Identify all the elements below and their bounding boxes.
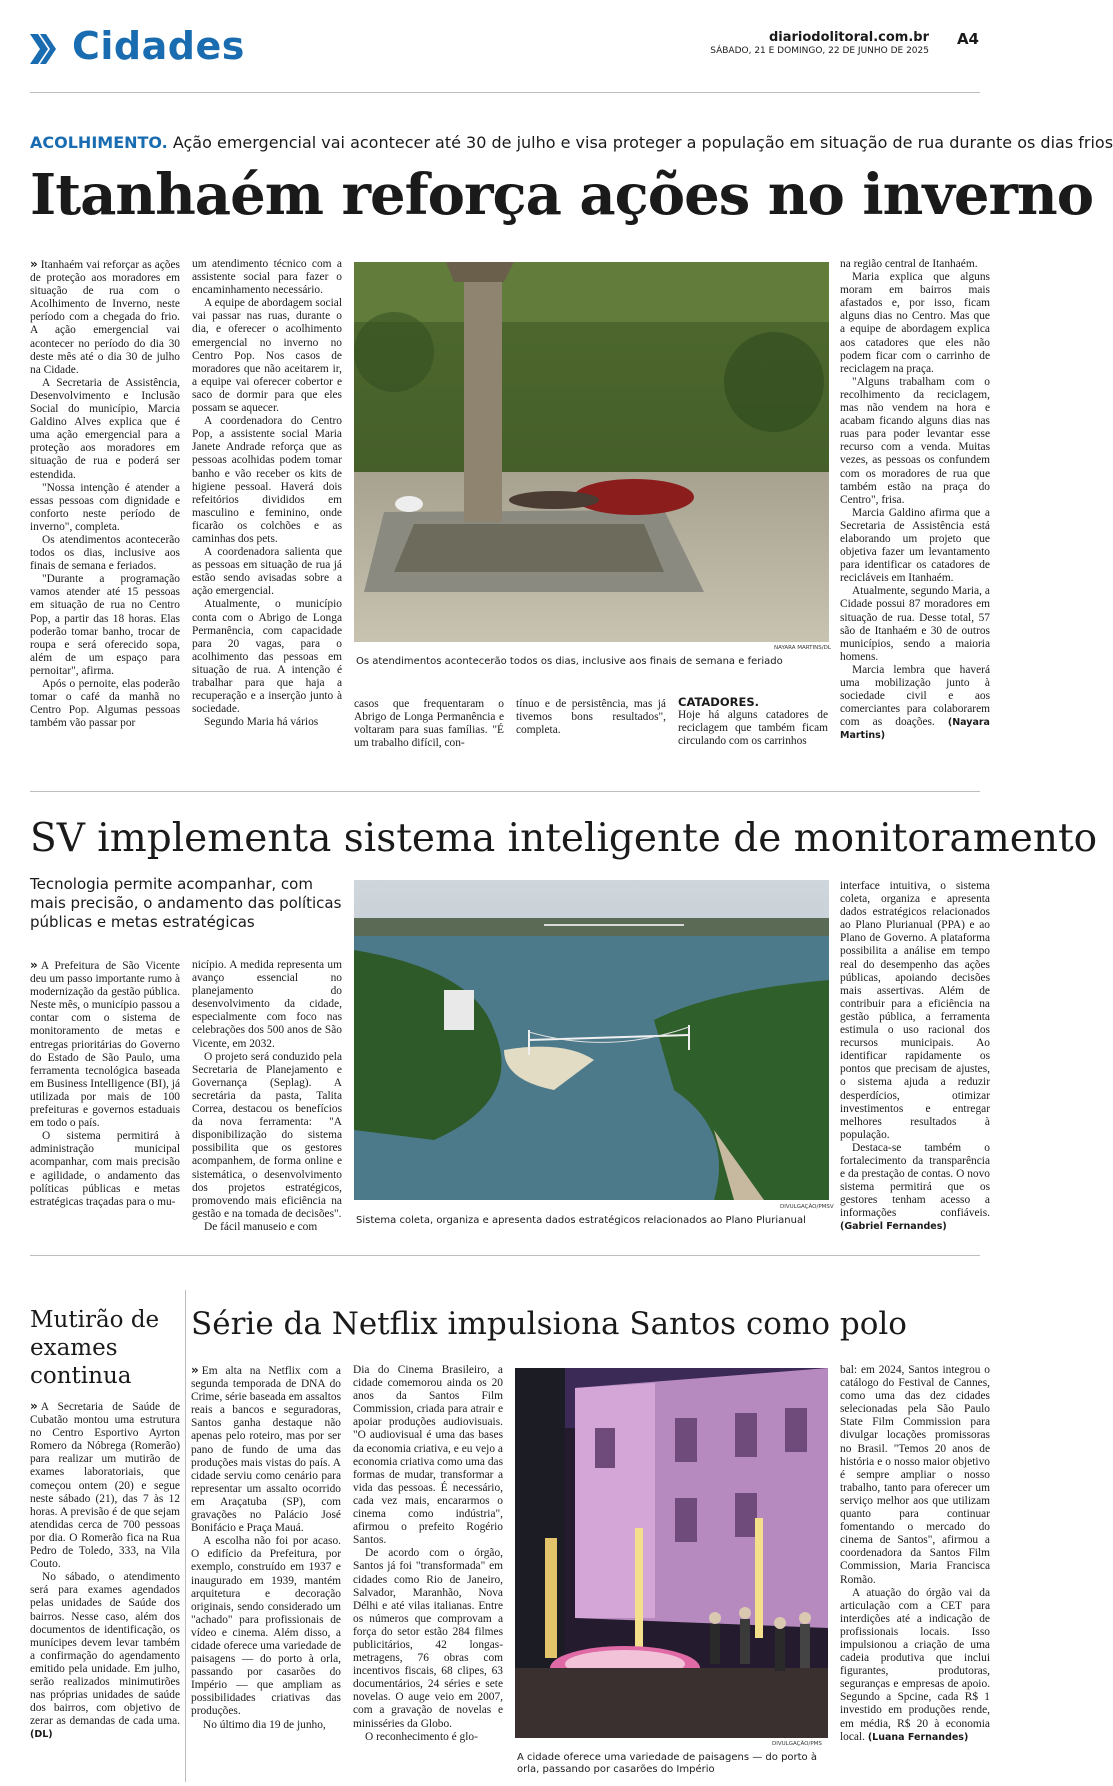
story1-column-1: » Itanhaém vai reforçar as ações de proteção aos moradores em situação de rua com o Acolhimento de Inverno, neste período com a chegada do frio. A ação emergencial vai acontecer no período do dia 30 deste mês até o dia 30 de julho na Cidade. A Secretaria de Assistência, Desenvolvimento e Inclusão Social do município, Marcia Galdino Alves explica que é uma ação emergencial para a proteção aos moradores em situação de rua e poderá ser estendida. "Nossa intenção é atender a essas pessoas com dignidade e conforto neste período de inverno", completa. Os atendimentos acontecerão todos os dias, inclusive aos finais de semana e feriados. "Durante a programação vamos atender até 15 pessoas em situação de rua no Centro Pop, a partir das 18 horas. Elas poderão tomar banho, trocar de roupa e será oferecido sopa, além de um espaço para pernoitar", afirma. Após o pernoite, elas poderão tomar o café da manhã no Centro Pop. Algumas pessoas também vão passar por [30,257,180,730]
bullet-arrow-icon: » [30,958,38,972]
story1-column-5: CATADORES. Hoje há alguns catadores de reciclagem que também ficam circulando com os carrinhos [678,695,828,748]
story1-headline: Itanhaém reforça ações no inverno [30,162,1094,228]
story3-column-3: bal: em 2024, Santos integrou o catálogo do Festival de Cannes, como uma das dez cidades selecionadas pela São Paulo State Film Commission para divulgar locações promissoras no Brasil. "Temos 20 anos de história e o nosso maior objetivo é sempre ampliar o nosso trabalho, tanto para oferecer um serviço melhor aos que utilizam quanto para continuar fomentando o mercado do cinema de Santos", afirmou a coordenadora da Santos Film Commission, Maria Francisca Romão. A atuação do órgão vai da articulação com a CET para interdições até a indicação de profissionais locais. Isso impulsionou a criação de uma cadeia produtiva que inclui figurantes, produtoras, seguranças e empresas de apoio. Segundo a Spcine, cada R$ 1 investido em produções rende, em média, R$ 20 à economia local. (Luana Fernandes) [840,1364,990,1743]
story2-photo [354,880,829,1200]
story1-photo-credit: NAYARA MARTINS/DL [774,645,831,651]
story1-column-6: na região central de Itanhaém. Maria explica que alguns moram em bairros mais afastados e, por isso, ficam alguns dias no Centro. Mas que a equipe de abordagem explica aos catadores que eles não podem ficar com o carrinho de reciclagem na praça. "Alguns trabalham com o recolhimento da reciclagem, mas não vendem na hora e acabam ficando alguns dias nas ruas para poder levantar esse recurso com a venda. Muitas vezes, as pessoas os confundem com os moradores de rua que também estão na praça do Centro", frisa. Marcia Galdino afirma que a Secretaria de Assistência está elaborando um projeto que objetiva fazer um levantamento para identificar os catadores de recicláveis em Itanhaém. Atualmente, segundo Maria, a Cidade possui 87 moradores em situação de rua. Desse total, 57 são de Itanhaém e 30 de outros municípios, sendo a maioria homens. Marcia lembra que haverá uma mobilização junto à sociedade civil e aos comerciantes para colaborarem com as doações. (Nayara Martins) [840,258,990,742]
section-title: Cidades [72,24,245,68]
story3-side-headline: Mutirão de exames continua [30,1307,160,1389]
story3-headline: Série da Netflix impulsiona Santos como polo [191,1306,907,1342]
story2-caption: Sistema coleta, organiza e apresenta dados estratégicos relacionados ao Plano Plurianual [356,1215,806,1226]
section-arrow-icon [30,32,58,66]
bullet-arrow-icon: » [191,1363,199,1377]
story-divider-2 [30,1255,980,1256]
story3-column-2: Dia do Cinema Brasileiro, a cidade comemorou ainda os 20 anos da Santos Film Commission, criada para atrair e apoiar produções audiovisuais. "O audiovisual é uma das bases da economia criativa, e eu vejo a economia criativa como uma das formas de mudar, transformar a vida das pessoas. É necessário, cada vez mais, encararmos o cinema como indústria", afirmou o prefeito Rogério Santos. De acordo com o órgão, Santos já foi "transformada" em cidades como Rio de Janeiro, Salvador, Maranhão, Nova Délhi e até vilas italianas. Entre os números que comprovam a força do setor estão 284 filmes publicitários, 42 longas-metragens, 76 obras com incentivos fiscais, 68 clipes, 63 documentários, 24 séries e sete novelas. O auge veio em 2007, com a gravação de novelas e minisséries da Globo. O reconhecimento é glo- [353,1364,503,1743]
page-number: A4 [956,30,979,48]
story-divider-1 [30,791,980,792]
story1-signature: (Nayara Martins) [840,717,990,742]
story1-subhead: CATADORES. [678,695,759,709]
story2-signature: (Gabriel Fernandes) [840,1221,947,1233]
story2-column-1: » A Prefeitura de São Vicente deu um passo importante rumo à modernização da gestão pública. Neste mês, o município passou a contar com o sistema de monitoramento de metas e entregas prioritárias do Governo do Estado de São Paulo, uma ferramenta tecnológica baseada em Business Intelligence (BI), já utilizada por mais de 100 prefeituras e governos estaduais em todo o país. O sistema permitirá à administração municipal acompanhar, com mais precisão e agilidade, o andamento das políticas públicas e metas estratégicas traçadas para o mu- [30,958,180,1208]
story3-side-signature: (DL) [30,1729,53,1741]
story3-side-column: » A Secretaria de Saúde de Cubatão montou uma estrutura no Centro Esportivo Ayrton Romero da Nóbrega (Romerão) para realizar um mutirão de exames laboratoriais, que começou ontem (20) e segue neste sábado (21), das 7 às 12 horas. A previsão é de que sejam atendidas cerca de 700 pessoas por dia. O Romerão fica na Rua Pedro de Toledo, 333, na Vila Couto. No sábado, o atendimento será para exames agendados pelas unidades de Saúde dos bairros. Nesse caso, além dos documentos de identificação, os munícipes devem levar também a confirmação do agendamento emitido pela unidade. Em julho, serão realizados minimutirões nas próprias unidades de saúde dos bairros, com objetivo de zerar as demandas de cada uma. (DL) [30,1399,180,1741]
bullet-arrow-icon: » [30,1399,38,1413]
story1-column-4: tínuo e de persistência, mas já tivemos bons resultados", completa. [516,698,666,737]
story1-photo [354,262,829,642]
story1-column-3: casos que frequentaram o Abrigo de Longa Permanência e voltaram para suas famílias. "É um trabalho difícil, con- [354,698,504,750]
story1-column-2: um atendimento técnico com a assistente social para fazer o encaminhamento necessário. A equipe de abordagem social vai passar nas ruas, durante o dia, e oferecer o acolhimento emergencial no inverno no Centro Pop. Nos casos de moradores que não aceitarem ir, a equipe vai oferecer cobertor e saco de dormir para que eles possam se aquecer. A coordenadora do Centro Pop, a assistente social Maria Janete Andrade reforça que as pessoas acolhidas podem tomar banho e vão receber os kits de higiene pessoal. Haverá dois refeitórios divididos em masculino e feminino, onde ficarão os colchões e as caminhas dos pets. A coordenadora salienta que as pessoas em situação de rua já estão sendo avisadas sobre a ação emergencial. Atualmente, o município conta com o Abrigo de Longa Permanência, com capacidade para 20 vagas, para o acolhimento das pessoas em situação de rua. A intenção é trabalhar para que haja a recuperação e a inserção junto à sociedade. Segundo Maria há vários [192,258,342,729]
story3-signature: (Luana Fernandes) [867,1731,969,1743]
story3-photo-credit: DIVULGAÇÃO/PMS [772,1741,822,1747]
story2-deck: Tecnologia permite acompanhar, com mais precisão, o andamento das políticas públicas e metas estratégicas [30,875,342,931]
header-divider [30,92,980,93]
story2-photo-credit: DIVULGAÇÃO/PMSV [780,1204,834,1210]
story2-column-2: nicípio. A medida representa um avanço essencial no planejamento do desenvolvimento da cidade, especialmente com foco nas celebrações dos 500 anos de São Vicente, em 2032. O projeto será conduzido pela Secretaria de Planejamento e Governança (Seplag). A secretária da pasta, Talita Correa, destacou os benefícios da nova ferramenta: "A disponibilização do sistema possibilita que os gestores acompanhem, de forma online e sistemática, o desenvolvimento dos projetos estratégicos, promovendo mais eficiência na gestão e na tomada de decisões". De fácil manuseio e com [192,959,342,1233]
story2-column-3: interface intuitiva, o sistema coleta, organiza e apresenta dados estratégicos relacionados ao Plano Plurianual (PPA) e ao Plano de Governo. A plataforma possibilita a análise em tempo real do desempenho das ações públicas, apoiando decisões mais assertivas. Além de contribuir para a eficiência na gestão pública, a ferramenta estimula o uso racional dos recursos municipais. Ao identificar rapidamente os pontos que precisam de ajustes, o sistema ajuda a reduzir desperdícios, otimizar investimentos e entregar melhores resultados à população. Destaca-se também o fortalecimento da transparência e da prestação de contas. O novo sistema permitirá que os gestores tenham acesso a informações confiáveis. (Gabriel Fernandes) [840,880,990,1233]
story1-kicker: ACOLHIMENTO. Ação emergencial vai acontecer até 30 de julho e visa proteger a população em situação de rua durante os dias frios [30,133,1113,152]
story3-caption: A cidade oferece uma variedade de paisagens — do porto à orla, passando por casarões do Império [517,1752,817,1775]
site-name: diariodolitoral.com.br [768,30,929,45]
edition-date: SÁBADO, 21 E DOMINGO, 22 DE JUNHO DE 2025 [710,46,929,56]
story2-headline: SV implementa sistema inteligente de monitoramento [30,816,1098,861]
side-column-divider [185,1290,186,1782]
story1-caption: Os atendimentos acontecerão todos os dias, inclusive aos finais de semana e feriado [356,656,783,667]
bullet-arrow-icon: » [30,257,38,271]
story3-column-1: » Em alta na Netflix com a segunda temporada de DNA do Crime, série baseada em assaltos reais a bancos e seguradoras, Santos ganha destaque não apenas pelo roteiro, mas por ser pano de fundo de uma das produções mais vistas do país. A cidade serviu como cenário para representar um assalto ocorrido em Araçatuba (SP), com gravações no Palácio José Bonifácio e Praça Mauá. A escolha não foi por acaso. O edifício da Prefeitura, por exemplo, construído em 1937 e inaugurado em 1939, mantém arquitetura e decoração originais, sendo considerado um "achado" para profissionais de vídeo e cinema. Além disso, a cidade oferece uma variedade de paisagens — do porto à orla, passando por casarões do Império — que ampliam as possibilidades criativas das produções. No último dia 19 de junho, [191,1363,341,1731]
story3-photo [515,1368,828,1738]
